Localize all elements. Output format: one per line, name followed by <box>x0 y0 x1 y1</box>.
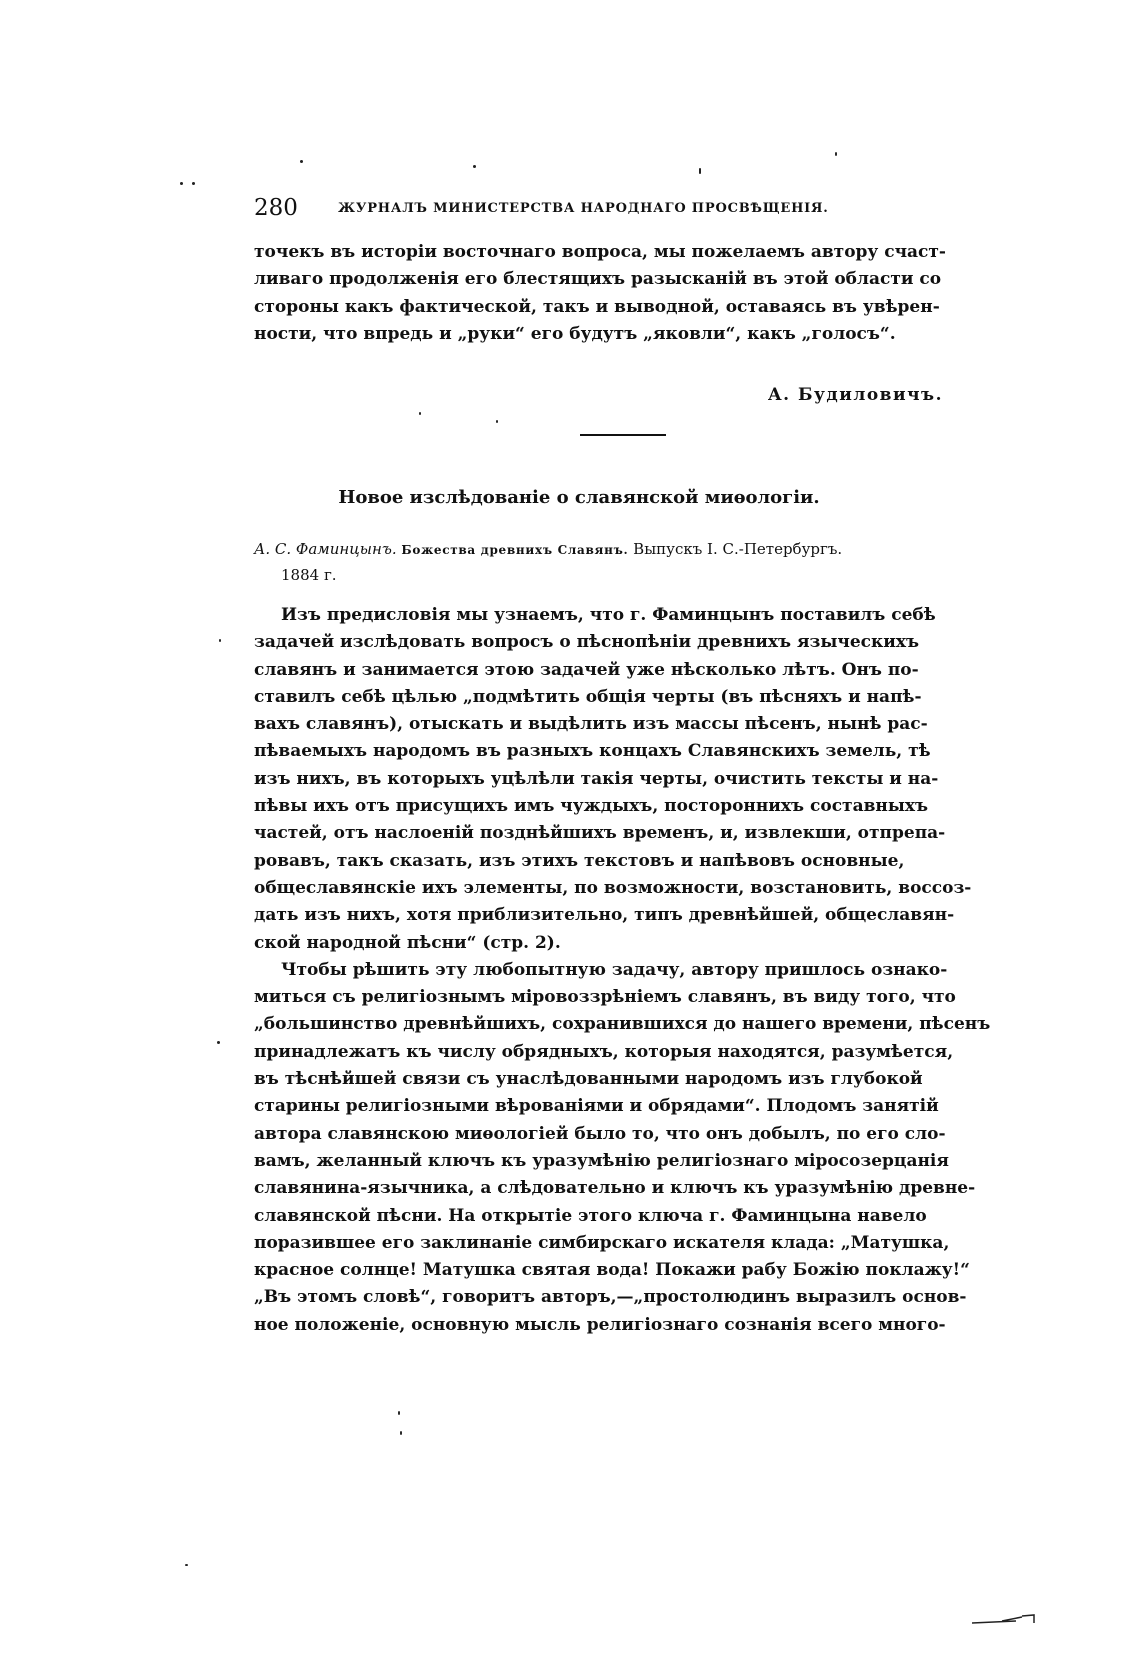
citation-work: Божества древнихъ Славянъ. <box>401 543 629 557</box>
text-line: ности, что впредь и „руки“ его будутъ „яковли“, какъ „голосъ“. <box>254 323 896 344</box>
text-line: задачей изслѣдовать вопросъ о пѣснопѣніи древнихъ языческихъ <box>254 632 920 653</box>
text-line: частей, отъ наслоеній позднѣйшихъ временъ, и, извлекши, отпрепа- <box>254 823 946 844</box>
section-title: Новое изслѣдованіе о славянской миѳологіи. <box>338 487 820 508</box>
text-line: славянина-язычника, а слѣдовательно и ключъ къ уразумѣнію древне- <box>254 1178 976 1199</box>
text-line: старины религіозными вѣрованіями и обрядами“. Плодомъ занятій <box>254 1096 939 1117</box>
review-signature: А. Будиловичъ. <box>767 385 943 405</box>
scan-speck <box>185 1564 188 1566</box>
text-line: ставилъ себѣ цѣлью „подмѣтить общія черты (въ пѣсняхъ и напѣ- <box>254 686 922 707</box>
text-line: въ тѣснѣйшей связи съ унаслѣдованными народомъ изъ глубокой <box>254 1069 923 1090</box>
text-line: пѣвы ихъ отъ присущихъ имъ чуждыхъ, постороннихъ составныхъ <box>254 796 929 817</box>
scan-corner-mark <box>972 1613 1036 1625</box>
section-divider <box>580 434 666 436</box>
text-line: „Въ этомъ словѣ“, говоритъ авторъ,—„простолюдинъ выразилъ основ- <box>254 1287 967 1308</box>
scan-speck <box>473 165 476 168</box>
journal-title: ЖУРНАЛЪ МИНИСТЕРСТВА НАРОДНАГО ПРОСВѢЩЕНІЯ. <box>338 201 829 216</box>
text-line: славянской пѣсни. На открытіе этого ключа г. Фаминцына навело <box>254 1205 927 1226</box>
text-line: ливаго продолженія его блестящихъ разысканій въ этой области со <box>254 269 942 290</box>
text-line: поразившее его заклинаніе симбирскаго искателя клада: „Матушка, <box>254 1232 950 1253</box>
text-line: дать изъ нихъ, хотя приблизительно, типъ древнѣйшей, общеславян- <box>254 905 955 926</box>
paragraph-1 <box>254 602 972 957</box>
text-line: изъ нихъ, въ которыхъ уцѣлѣли такія черты, очистить тексты и на- <box>254 768 939 789</box>
running-head <box>254 193 904 223</box>
text-line: ской народной пѣсни“ (стр. 2). <box>254 932 561 953</box>
scan-speck <box>219 639 221 642</box>
review-body <box>254 602 991 1339</box>
text-line: пѣваемыхъ народомъ въ разныхъ концахъ Славянскихъ земель, тѣ <box>254 741 931 762</box>
scan-speck <box>180 182 183 185</box>
text-line: славянъ и занимается этою задачей уже нѣсколько лѣтъ. Онъ по- <box>254 659 919 680</box>
scan-speck <box>496 420 498 423</box>
citation-author: А. С. Фаминцынъ. <box>254 540 397 558</box>
text-line: стороны какъ фактической, такъ и выводной, оставаясь въ увѣрен- <box>254 296 940 317</box>
text-line: ровавъ, такъ сказать, изъ этихъ текстовъ и напѣвовъ основные, <box>254 850 905 871</box>
text-line: принадлежатъ къ числу обрядныхъ, которыя находятся, разумѣется, <box>254 1041 954 1062</box>
scan-speck <box>400 1431 402 1435</box>
text-line: общеславянскіе ихъ элементы, по возможности, возстановить, воссоз- <box>254 877 972 898</box>
scan-speck <box>398 1411 400 1415</box>
scan-speck <box>699 168 701 174</box>
text-line: красное солнце! Матушка святая вода! Покажи рабу Божію поклажу!“ <box>254 1260 970 1281</box>
text-line: миться съ религіознымъ міровоззрѣніемъ славянъ, въ виду того, что <box>254 987 956 1008</box>
text-line: точекъ въ исторіи восточнаго вопроса, мы пожелаемъ автору счаст- <box>254 242 946 262</box>
scan-speck <box>300 160 303 163</box>
scan-speck <box>192 182 195 185</box>
intro-paragraph <box>254 239 946 348</box>
text-line: автора славянскою миѳологіей было то, что онъ добылъ, по его сло- <box>254 1123 946 1144</box>
text-line: вахъ славянъ), отыскать и выдѣлить изъ массы пѣсенъ, нынѣ рас- <box>254 714 928 735</box>
scan-speck <box>835 152 837 156</box>
citation-year: 1884 г. <box>281 566 337 584</box>
citation-details: Выпускъ I. С.-Петербургъ. <box>633 540 843 558</box>
text-line: Чтобы рѣшить эту любопытную задачу, автору пришлось ознако- <box>281 959 948 980</box>
text-line: „большинство древнѣйшихъ, сохранившихся до нашего времени, пѣсенъ <box>254 1014 991 1035</box>
scan-speck <box>217 1041 220 1044</box>
paragraph-2 <box>254 957 991 1339</box>
bibliographic-citation <box>254 537 904 588</box>
scan-speck <box>419 412 421 415</box>
text-line: ное положеніе, основную мысль религіознаго сознанія всего много- <box>254 1314 946 1335</box>
text-line: вамъ, желанный ключъ къ уразумѣнію религіознаго міросозерцанія <box>254 1150 949 1171</box>
page-number: 280 <box>254 195 298 221</box>
text-line: Изъ предисловія мы узнаемъ, что г. Фаминцынъ поставилъ себѣ <box>281 605 936 625</box>
citation-line <box>254 537 904 563</box>
